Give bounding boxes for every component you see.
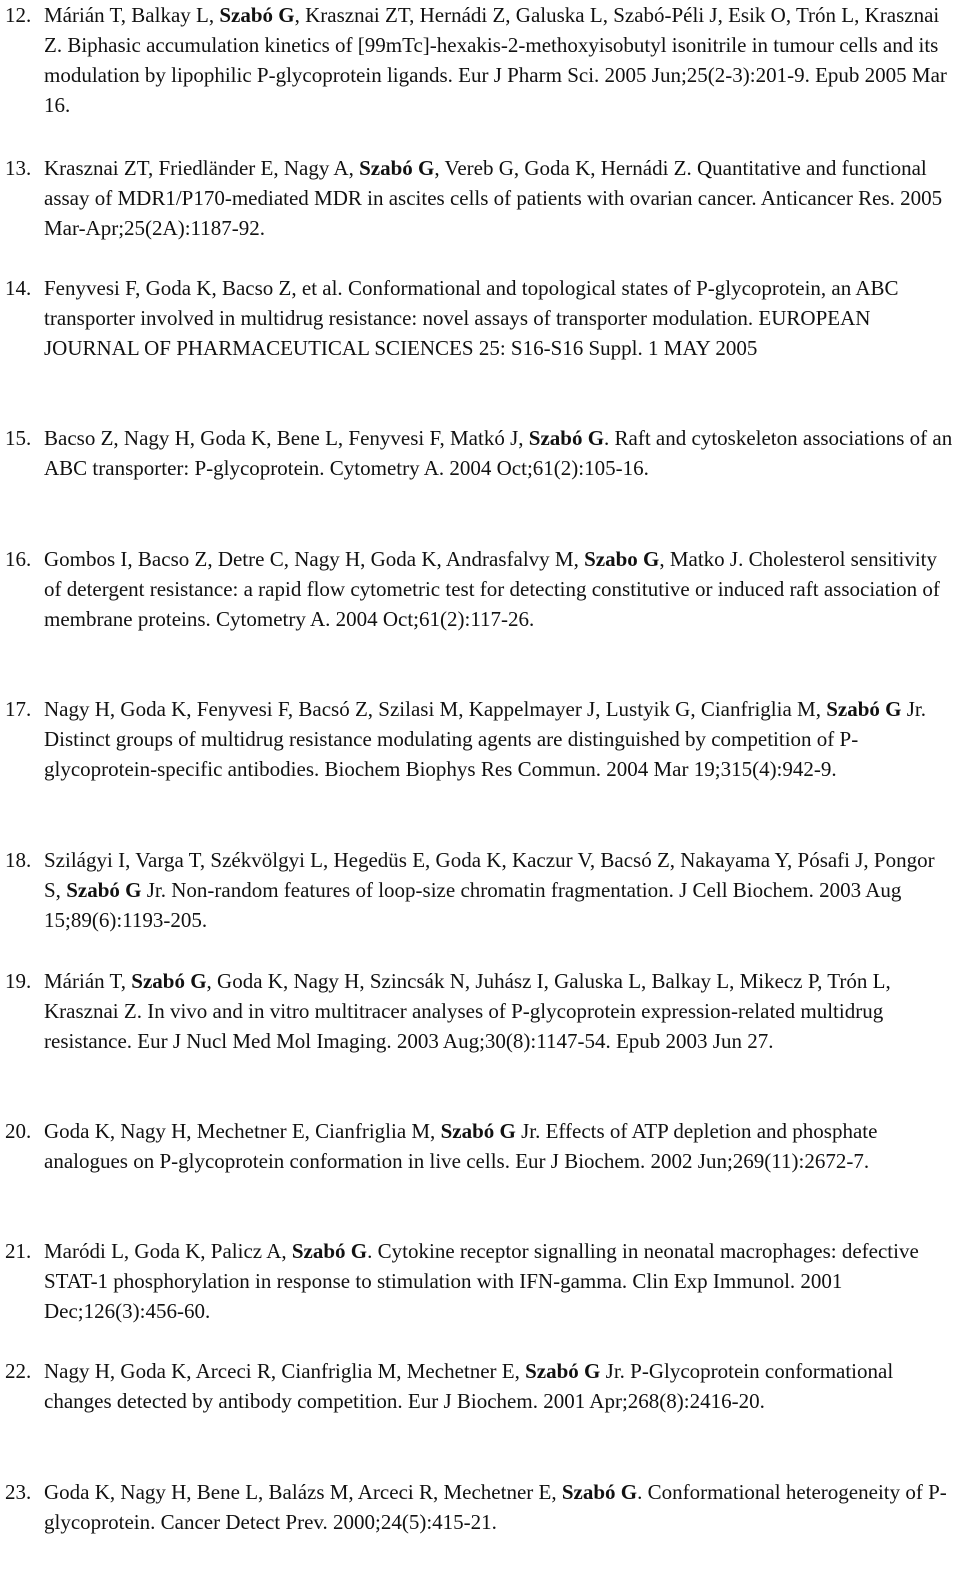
reference-details: Cytokine receptor signalling in neonatal macrophages: defective STAT-1 phosphorylation in response to stimulation with IFN-gamma. Clin Exp Immunol. 2001 Dec;126(3):456-60. — [44, 1239, 919, 1323]
reference-number: 22. — [5, 1359, 32, 1383]
reference-number: 12. — [5, 3, 32, 27]
reference-text — [44, 0, 955, 120]
reference-text — [44, 845, 955, 935]
reference-number: 19. — [5, 969, 32, 993]
reference-authors: Bacso Z, Nagy H, Goda K, Bene L, Fenyvesi F, Matkó J, — [44, 426, 529, 450]
reference-item — [0, 273, 955, 363]
reference-authors-tail: Jr. — [901, 697, 926, 721]
reference-authors-tail: , Goda K, Nagy H, Szincsák N, Juhász I, Galuska L, Balkay L, Mikecz P, Trón L, Krasznai Z. — [44, 969, 891, 1023]
reference-authors-tail: . — [367, 1239, 373, 1263]
highlighted-author: Szabó G — [528, 426, 605, 450]
reference-authors-tail: , Krasznai ZT, Hernádi Z, Galuska L, Szabó-Péli J, Esik O, Trón L, Krasznai Z. — [44, 3, 940, 57]
highlighted-author: Szabó G — [131, 969, 207, 993]
reference-authors-tail: , Vereb G, Goda K, Hernádi Z. — [434, 156, 692, 180]
reference-details: Non-random features of loop-size chromatin fragmentation. J Cell Biochem. 2003 Aug 15;89(6):1193-205. — [44, 878, 902, 932]
reference-details: Biphasic accumulation kinetics of [99mTc]-hexakis-2-methoxyisobutyl isonitrile in tumour cells and its modulation by lipophilic P-glycoprotein ligands. Eur J Pharm Sci. 2005 Jun;25(2-3):201-9. Epub 2005 Mar 16. — [44, 33, 947, 117]
reference-text — [44, 273, 955, 363]
reference-authors-tail: . — [637, 1480, 643, 1504]
reference-number: 23. — [5, 1480, 32, 1504]
reference-authors-tail: Jr. — [141, 878, 166, 902]
reference-item — [0, 0, 955, 120]
reference-authors: Nagy H, Goda K, Fenyvesi F, Bacsó Z, Szilasi M, Kappelmayer J, Lustyik G, Cianfriglia M, — [44, 697, 827, 721]
reference-item — [0, 544, 955, 634]
reference-details: Quantitative and functional assay of MDR1/P170-mediated MDR in ascites cells of patients with ovarian cancer. Anticancer Res. 2005 Mar-Apr;25(2A):1187-92. — [44, 156, 943, 240]
reference-authors: Goda K, Nagy H, Bene L, Balázs M, Arceci R, Mechetner E, — [44, 1480, 562, 1504]
reference-authors: Nagy H, Goda K, Arceci R, Cianfriglia M, Mechetner E, — [44, 1359, 526, 1383]
reference-text — [44, 153, 955, 243]
reference-authors: Márián T, — [44, 969, 132, 993]
reference-item — [0, 1477, 955, 1537]
reference-authors-tail: Jr. — [515, 1119, 541, 1143]
reference-text — [44, 1477, 955, 1537]
reference-number: 21. — [5, 1239, 32, 1263]
highlighted-author: Szabó G — [525, 1359, 601, 1383]
reference-item — [0, 1236, 955, 1326]
reference-authors: Márián T, Balkay L, — [44, 3, 220, 27]
reference-item — [0, 694, 955, 784]
highlighted-author: Szabó G — [359, 156, 435, 180]
reference-details: In vivo and in vitro multitracer analyses of P-glycoprotein expression-related multidrug resistance. Eur J Nucl Med Mol Imaging. 2003 Aug;30(8):1147-54. Epub 2003 Jun 27. — [44, 999, 884, 1053]
reference-number: 13. — [5, 156, 32, 180]
highlighted-author: Szabó G — [440, 1119, 516, 1143]
reference-text — [44, 1356, 955, 1416]
reference-authors: Goda K, Nagy H, Mechetner E, Cianfriglia M, — [44, 1119, 441, 1143]
reference-details: Conformational and topological states of P-glycoprotein, an ABC transporter involved in multidrug resistance: novel assays of transporter modulation. EUROPEAN JOURNAL OF PHARMACEUTICAL SCIENCES 25: S16-S16 Suppl. 1 MAY 2005 — [44, 276, 899, 360]
reference-item — [0, 1356, 955, 1416]
reference-details: Raft and cytoskeleton associations of an ABC transporter: P-glycoprotein. Cytometry A. 2004 Oct;61(2):105-16. — [44, 426, 953, 480]
reference-text — [44, 966, 955, 1056]
reference-authors: Szilágyi I, Varga T, Székvölgyi L, Hegedüs E, Goda K, Kaczur V, Bacsó Z, Nakayama Y, Pósafi J, Pongor S, — [44, 848, 935, 902]
reference-text — [44, 1236, 955, 1326]
reference-number: 15. — [5, 426, 32, 450]
reference-details: Conformational heterogeneity of P-glycoprotein. Cancer Detect Prev. 2000;24(5):415-21. — [44, 1480, 947, 1534]
reference-authors: Krasznai ZT, Friedländer E, Nagy A, — [44, 156, 360, 180]
reference-authors: Maródi L, Goda K, Palicz A, — [44, 1239, 292, 1263]
reference-item — [0, 1116, 955, 1176]
reference-text — [44, 544, 955, 634]
reference-authors: Fenyvesi F, Goda K, Bacso Z, et al. — [44, 276, 343, 300]
reference-details: Effects of ATP depletion and phosphate analogues on P-glycoprotein conformation in live cells. Eur J Biochem. 2002 Jun;269(11):2672-7. — [44, 1119, 878, 1173]
reference-text — [44, 1116, 955, 1176]
reference-authors: Gombos I, Bacso Z, Detre C, Nagy H, Goda K, Andrasfalvy M, — [44, 547, 585, 571]
reference-item — [0, 966, 955, 1056]
highlighted-author: Szabó G — [219, 3, 295, 27]
reference-details: Distinct groups of multidrug resistance modulating agents are distinguished by competition of P-glycoprotein-specific antibodies. Biochem Biophys Res Commun. 2004 Mar 19;315(4):942-9. — [44, 727, 859, 781]
reference-number: 18. — [5, 848, 32, 872]
reference-item — [0, 845, 955, 935]
reference-number: 16. — [5, 547, 32, 571]
reference-item — [0, 423, 955, 483]
reference-authors-tail: , Matko J. — [659, 547, 744, 571]
reference-text — [44, 423, 955, 483]
reference-details: P-Glycoprotein conformational changes detected by antibody competition. Eur J Biochem. 2001 Apr;268(8):2416-20. — [44, 1359, 894, 1413]
highlighted-author: Szabó G — [66, 878, 142, 902]
reference-number: 17. — [5, 697, 32, 721]
highlighted-author: Szabo G — [584, 547, 660, 571]
reference-authors-tail: . — [604, 426, 610, 450]
highlighted-author: Szabó G — [826, 697, 902, 721]
reference-authors-tail: Jr. — [600, 1359, 625, 1383]
reference-number: 20. — [5, 1119, 32, 1143]
reference-details: Cholesterol sensitivity of detergent resistance: a rapid flow cytometric test for detecting constitutive or induced raft association of membrane proteins. Cytometry A. 2004 Oct;61(2):117-26. — [44, 547, 940, 631]
highlighted-author: Szabó G — [291, 1239, 368, 1263]
reference-text — [44, 694, 955, 784]
highlighted-author: Szabó G — [561, 1480, 638, 1504]
reference-item — [0, 153, 955, 243]
reference-number: 14. — [5, 276, 32, 300]
